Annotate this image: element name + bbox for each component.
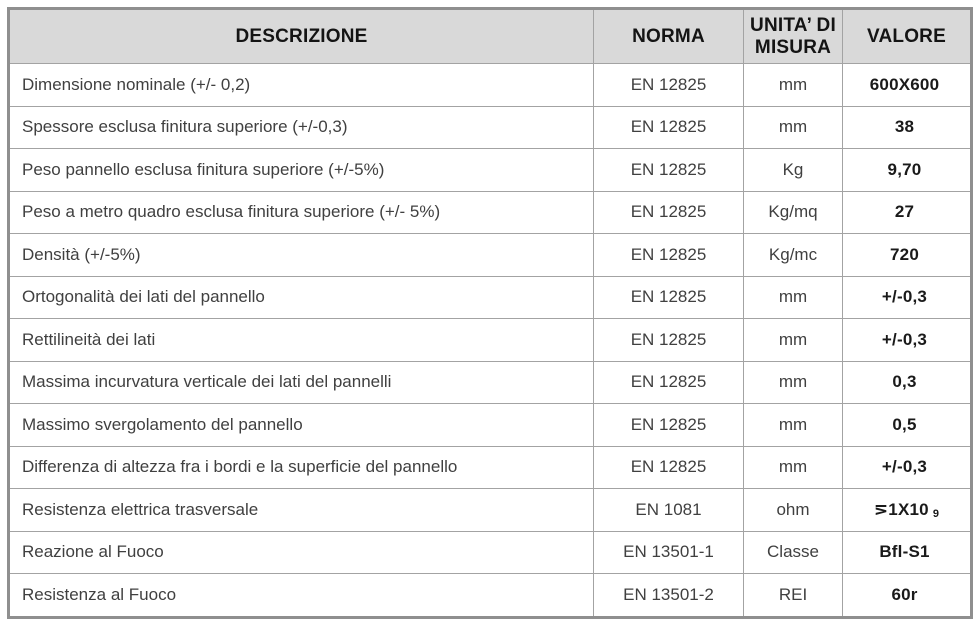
cell-descrizione: Resistenza al Fuoco — [9, 574, 594, 618]
cell-norma: EN 12825 — [594, 446, 744, 489]
cell-norma: EN 12825 — [594, 361, 744, 404]
value-text: +/-0,3 — [881, 329, 928, 349]
header-row — [9, 9, 972, 64]
cell-unita: mm — [744, 361, 843, 404]
cell-unita: Kg/mq — [744, 191, 843, 234]
cell-valore — [843, 489, 972, 532]
value-text: Bfl-S1 — [879, 542, 930, 562]
value-text: +/-0,3 — [881, 287, 928, 307]
cell-unita: mm — [744, 446, 843, 489]
table-row — [9, 404, 972, 447]
value-exponent: 9 — [932, 507, 940, 520]
cell-valore — [843, 276, 972, 319]
cell-valore — [843, 531, 972, 574]
table-row — [9, 531, 972, 574]
cell-norma: EN 1081 — [594, 489, 744, 532]
value-text: 27 — [894, 202, 915, 222]
cell-valore — [843, 106, 972, 149]
table-row — [9, 489, 972, 532]
table-row — [9, 446, 972, 489]
cell-norma: EN 12825 — [594, 106, 744, 149]
cell-descrizione: Differenza di altezza fra i bordi e la superficie del pannello — [9, 446, 594, 489]
cell-descrizione: Peso a metro quadro esclusa finitura superiore (+/- 5%) — [9, 191, 594, 234]
cell-valore — [843, 234, 972, 277]
specs-table — [7, 7, 973, 619]
cell-norma: EN 12825 — [594, 64, 744, 107]
value-text: 0,3 — [892, 372, 917, 392]
value-text: 60r — [891, 584, 918, 604]
cell-descrizione: Ortogonalità dei lati del pannello — [9, 276, 594, 319]
value-text: 9,70 — [887, 159, 922, 179]
cell-unita: Kg — [744, 149, 843, 192]
cell-norma: EN 12825 — [594, 276, 744, 319]
value-text: ⋝1X10 — [873, 499, 929, 519]
table-row — [9, 64, 972, 107]
cell-valore — [843, 574, 972, 618]
cell-unita: mm — [744, 319, 843, 362]
table-row — [9, 574, 972, 618]
table-row — [9, 276, 972, 319]
header-descrizione: DESCRIZIONE — [9, 9, 594, 64]
value-text: 600X600 — [869, 74, 940, 94]
table-body — [9, 64, 972, 618]
cell-descrizione: Peso pannello esclusa finitura superiore (+/-5%) — [9, 149, 594, 192]
cell-descrizione: Resistenza elettrica trasversale — [9, 489, 594, 532]
cell-norma: EN 13501-1 — [594, 531, 744, 574]
cell-norma: EN 12825 — [594, 404, 744, 447]
header-norma: NORMA — [594, 9, 744, 64]
cell-descrizione: Densità (+/-5%) — [9, 234, 594, 277]
header-valore: VALORE — [843, 9, 972, 64]
value-text: 0,5 — [892, 414, 917, 434]
cell-descrizione: Massimo svergolamento del pannello — [9, 404, 594, 447]
table-row — [9, 191, 972, 234]
cell-descrizione: Spessore esclusa finitura superiore (+/-0,3) — [9, 106, 594, 149]
cell-valore — [843, 404, 972, 447]
table-row — [9, 106, 972, 149]
table-row — [9, 361, 972, 404]
cell-unita: mm — [744, 404, 843, 447]
cell-valore — [843, 319, 972, 362]
specs-table-container — [7, 7, 973, 619]
cell-unita: mm — [744, 64, 843, 107]
cell-descrizione: Reazione al Fuoco — [9, 531, 594, 574]
cell-unita: mm — [744, 106, 843, 149]
cell-valore — [843, 149, 972, 192]
cell-norma: EN 12825 — [594, 149, 744, 192]
cell-unita: ohm — [744, 489, 843, 532]
cell-valore — [843, 191, 972, 234]
header-unita-di-misura: UNITA’ DI MISURA — [744, 9, 843, 64]
table-row — [9, 319, 972, 362]
cell-descrizione: Rettilineità dei lati — [9, 319, 594, 362]
cell-descrizione: Massima incurvatura verticale dei lati del pannelli — [9, 361, 594, 404]
cell-valore — [843, 361, 972, 404]
cell-valore — [843, 64, 972, 107]
value-text: 720 — [890, 244, 919, 264]
cell-unita: REI — [744, 574, 843, 618]
cell-norma: EN 13501-2 — [594, 574, 744, 618]
value-text: +/-0,3 — [881, 457, 928, 477]
value-text: 38 — [894, 117, 915, 137]
table-row — [9, 149, 972, 192]
cell-unita: mm — [744, 276, 843, 319]
table-row — [9, 234, 972, 277]
cell-unita: Classe — [744, 531, 843, 574]
cell-norma: EN 12825 — [594, 319, 744, 362]
cell-descrizione: Dimensione nominale (+/- 0,2) — [9, 64, 594, 107]
cell-norma: EN 12825 — [594, 234, 744, 277]
cell-valore — [843, 446, 972, 489]
cell-norma: EN 12825 — [594, 191, 744, 234]
cell-unita: Kg/mc — [744, 234, 843, 277]
